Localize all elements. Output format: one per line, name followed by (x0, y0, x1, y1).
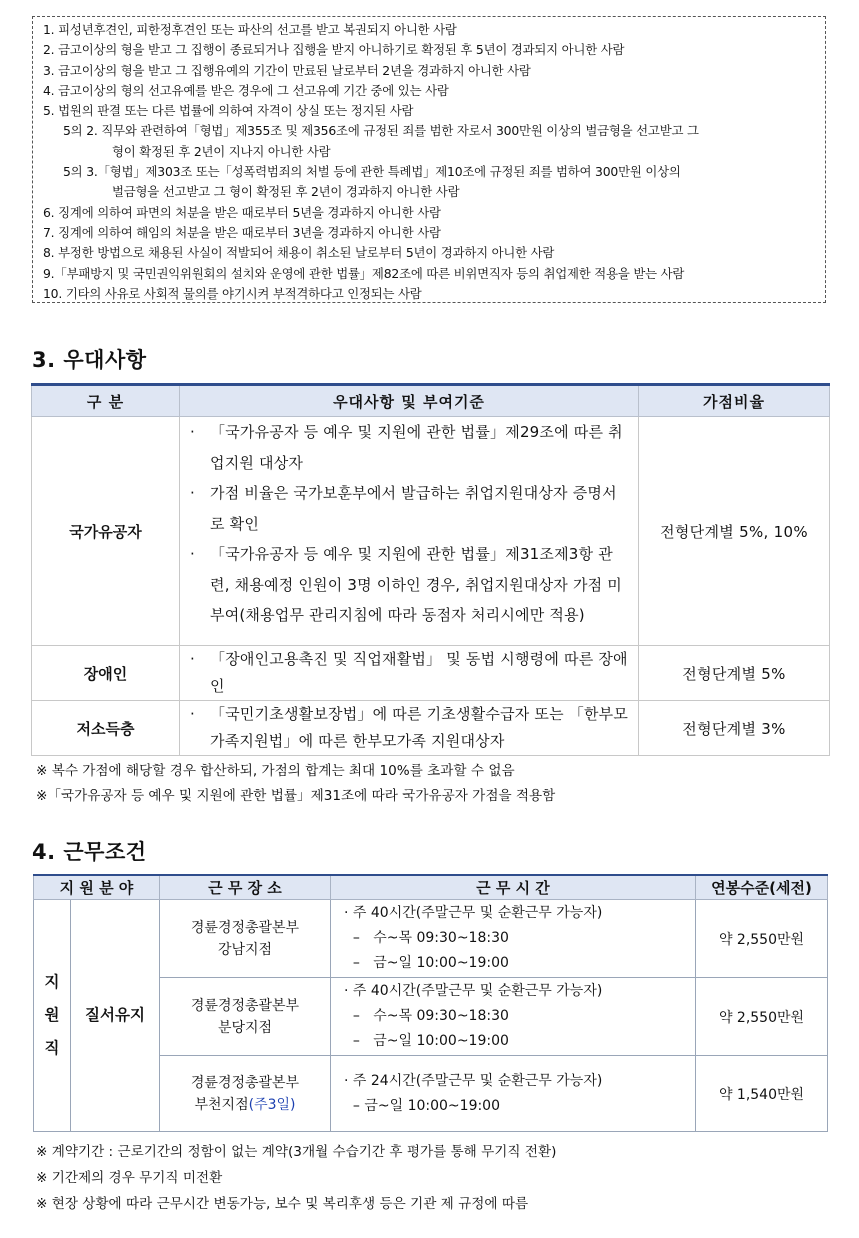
header-category: 구 분 (32, 385, 180, 417)
bullet-icon: · (190, 484, 195, 502)
preference-table-header (32, 385, 830, 417)
category-cell: 국가유공자 (32, 417, 180, 646)
header-location: 근 무 장 소 (160, 875, 331, 900)
criteria-cell (180, 701, 639, 756)
criteria-item: · 「국가유공자 등 예우 및 지원에 관한 법률」제29조에 따른 취업지원 대상자 (188, 417, 630, 478)
header-hours: 근 무 시 간 (331, 875, 696, 900)
salary-cell: 약 2,550만원 (696, 978, 828, 1056)
preference-note: ※ 복수 가점에 해당할 경우 합산하되, 가점의 합계는 최대 10%를 초과할 수 없음 (36, 763, 515, 779)
criteria-cell (180, 646, 639, 701)
criteria-item: · 「장애인고용촉진 및 직업재활법」 및 동법 시행령에 따른 장애인 (188, 646, 630, 700)
disqualification-item: 2. 금고이상의 형을 받고 그 집행이 종료되거나 집행을 받지 아니하기로 확정된 후 5년이 경과되지 아니한 사람 (43, 42, 625, 58)
hours-cell: · 주 40시간(주말근무 및 순환근무 가능자) – 수~목 09:30~18:30 – 금~일 10:00~19:00 (331, 900, 696, 978)
disqualification-item: 6. 징계에 의하여 파면의 처분을 받은 때로부터 5년을 경과하지 아니한 사람 (43, 204, 441, 220)
field-group-label: 지 원 직 (44, 973, 60, 1057)
section-3-title: 3. 우대사항 (32, 348, 147, 372)
bullet-icon: · (190, 705, 195, 723)
preference-note: ※「국가유공자 등 예우 및 지원에 관한 법률」제31조에 따라 국가유공자 가점을 적용함 (36, 788, 556, 804)
disqualification-item: 8. 부정한 방법으로 채용된 사실이 적발되어 채용이 취소된 날로부터 5년이 경과하지 아니한 사람 (43, 245, 555, 261)
header-rate: 가점비율 (639, 385, 830, 417)
bullet-icon: · (190, 423, 195, 441)
disqualification-subitem: 5의 3.「형법」제303조 또는「성폭력범죄의 처벌 등에 관한 특례법」제10조에 규정된 죄를 범하여 300만원 이상의 (63, 164, 681, 180)
work-note: ※ 현장 상황에 따라 근무시간 변동가능, 보수 및 복리후생 등은 기관 제 규정에 따름 (36, 1196, 529, 1212)
disqualification-item: 3. 금고이상의 형을 받고 그 집행유예의 기간이 만료된 날로부터 2년을 경과하지 아니한 사람 (43, 62, 531, 78)
table-row (32, 417, 830, 646)
location-cell: 경륜경정총괄본부 강남지점 (160, 900, 331, 978)
disqualification-item: 5. 법원의 판결 또는 다른 법률에 의하여 자격이 상실 또는 정지된 사람 (43, 103, 414, 119)
disqualification-item: 7. 징계에 의하여 해임의 처분을 받은 때로부터 3년을 경과하지 아니한 사람 (43, 224, 441, 240)
disqualification-continuation: 벌금형을 선고받고 그 형이 확정된 후 2년이 경과하지 아니한 사람 (112, 184, 460, 200)
criteria-item: · 「국가유공자 등 예우 및 지원에 관한 법률」제31조제3항 관련, 채용예정 인원이 3명 이하인 경우, 취업지원대상자 가점 미부여(채용업무 관리지침에 따라 동점자 처리시에만 적용) (188, 539, 630, 631)
hours-cell: · 주 24시간(주말근무 및 순환근무 가능자) – 금~일 10:00~19:00 (331, 1056, 696, 1132)
disqualification-item: 1. 피성년후견인, 피한정후견인 또는 파산의 선고를 받고 복권되지 아니한 사람 (43, 22, 457, 37)
disqualification-continuation: 형이 확정된 후 2년이 지나지 아니한 사람 (112, 143, 331, 159)
header-salary: 연봉수준(세전) (696, 875, 828, 900)
disqualification-box (32, 16, 826, 303)
rate-cell: 전형단계별 3% (639, 701, 830, 756)
disqualification-item: 10. 기타의 사유로 사회적 물의를 야기시켜 부적격하다고 인정되는 사람 (43, 285, 422, 301)
location-cell: 경륜경정총괄본부 부천지점(주3일) (160, 1056, 331, 1132)
table-row (34, 900, 828, 978)
header-criteria: 우대사항 및 부여기준 (180, 385, 639, 417)
disqualification-item: 4. 금고이상의 형의 선고유예를 받은 경우에 그 선고유예 기간 중에 있는 사람 (43, 82, 449, 98)
field-group-cell (34, 900, 71, 1132)
bullet-icon: · (190, 545, 195, 563)
work-note: ※ 기간제의 경우 무기직 미전환 (36, 1170, 223, 1186)
location-cell: 경륜경정총괄본부 분당지점 (160, 978, 331, 1056)
preference-table (31, 383, 830, 756)
section-4-title: 4. 근무조건 (32, 840, 147, 864)
bullet-icon: · (190, 650, 195, 668)
header-field: 지 원 분 야 (34, 875, 160, 900)
table-row (32, 646, 830, 701)
criteria-item: · 「국민기초생활보장법」에 따른 기초생활수급자 또는 「한부모가족지원법」에 따른 한부모가족 지원대상자 (188, 701, 630, 755)
rate-cell: 전형단계별 5% (639, 646, 830, 701)
hours-cell: · 주 40시간(주말근무 및 순환근무 가능자) – 수~목 09:30~18:30 – 금~일 10:00~19:00 (331, 978, 696, 1056)
criteria-item: · 가점 비율은 국가보훈부에서 발급하는 취업지원대상자 증명서로 확인 (188, 478, 630, 539)
rate-cell: 전형단계별 5%, 10% (639, 417, 830, 646)
location-note: (주3일) (248, 1096, 296, 1113)
salary-cell: 약 1,540만원 (696, 1056, 828, 1132)
role-cell: 질서유지 (71, 900, 160, 1132)
category-cell: 저소득층 (32, 701, 180, 756)
salary-cell: 약 2,550만원 (696, 900, 828, 978)
work-conditions-table (33, 874, 828, 1132)
table-row (32, 701, 830, 756)
disqualification-item: 9.「부패방지 및 국민권익위원회의 설치와 운영에 관한 법률」제82조에 따른 비위면직자 등의 취업제한 적용을 받는 사람 (43, 265, 685, 281)
work-table-header (34, 875, 828, 900)
disqualification-subitem: 5의 2. 직무와 관련하여「형법」제355조 및 제356조에 규정된 죄를 범한 자로서 300만원 이상의 벌금형을 선고받고 그 (63, 123, 699, 139)
work-note: ※ 계약기간 : 근로기간의 정함이 없는 계약(3개월 수습기간 후 평가를 통해 무기직 전환) (36, 1144, 557, 1160)
criteria-cell (180, 417, 639, 646)
category-cell: 장애인 (32, 646, 180, 701)
